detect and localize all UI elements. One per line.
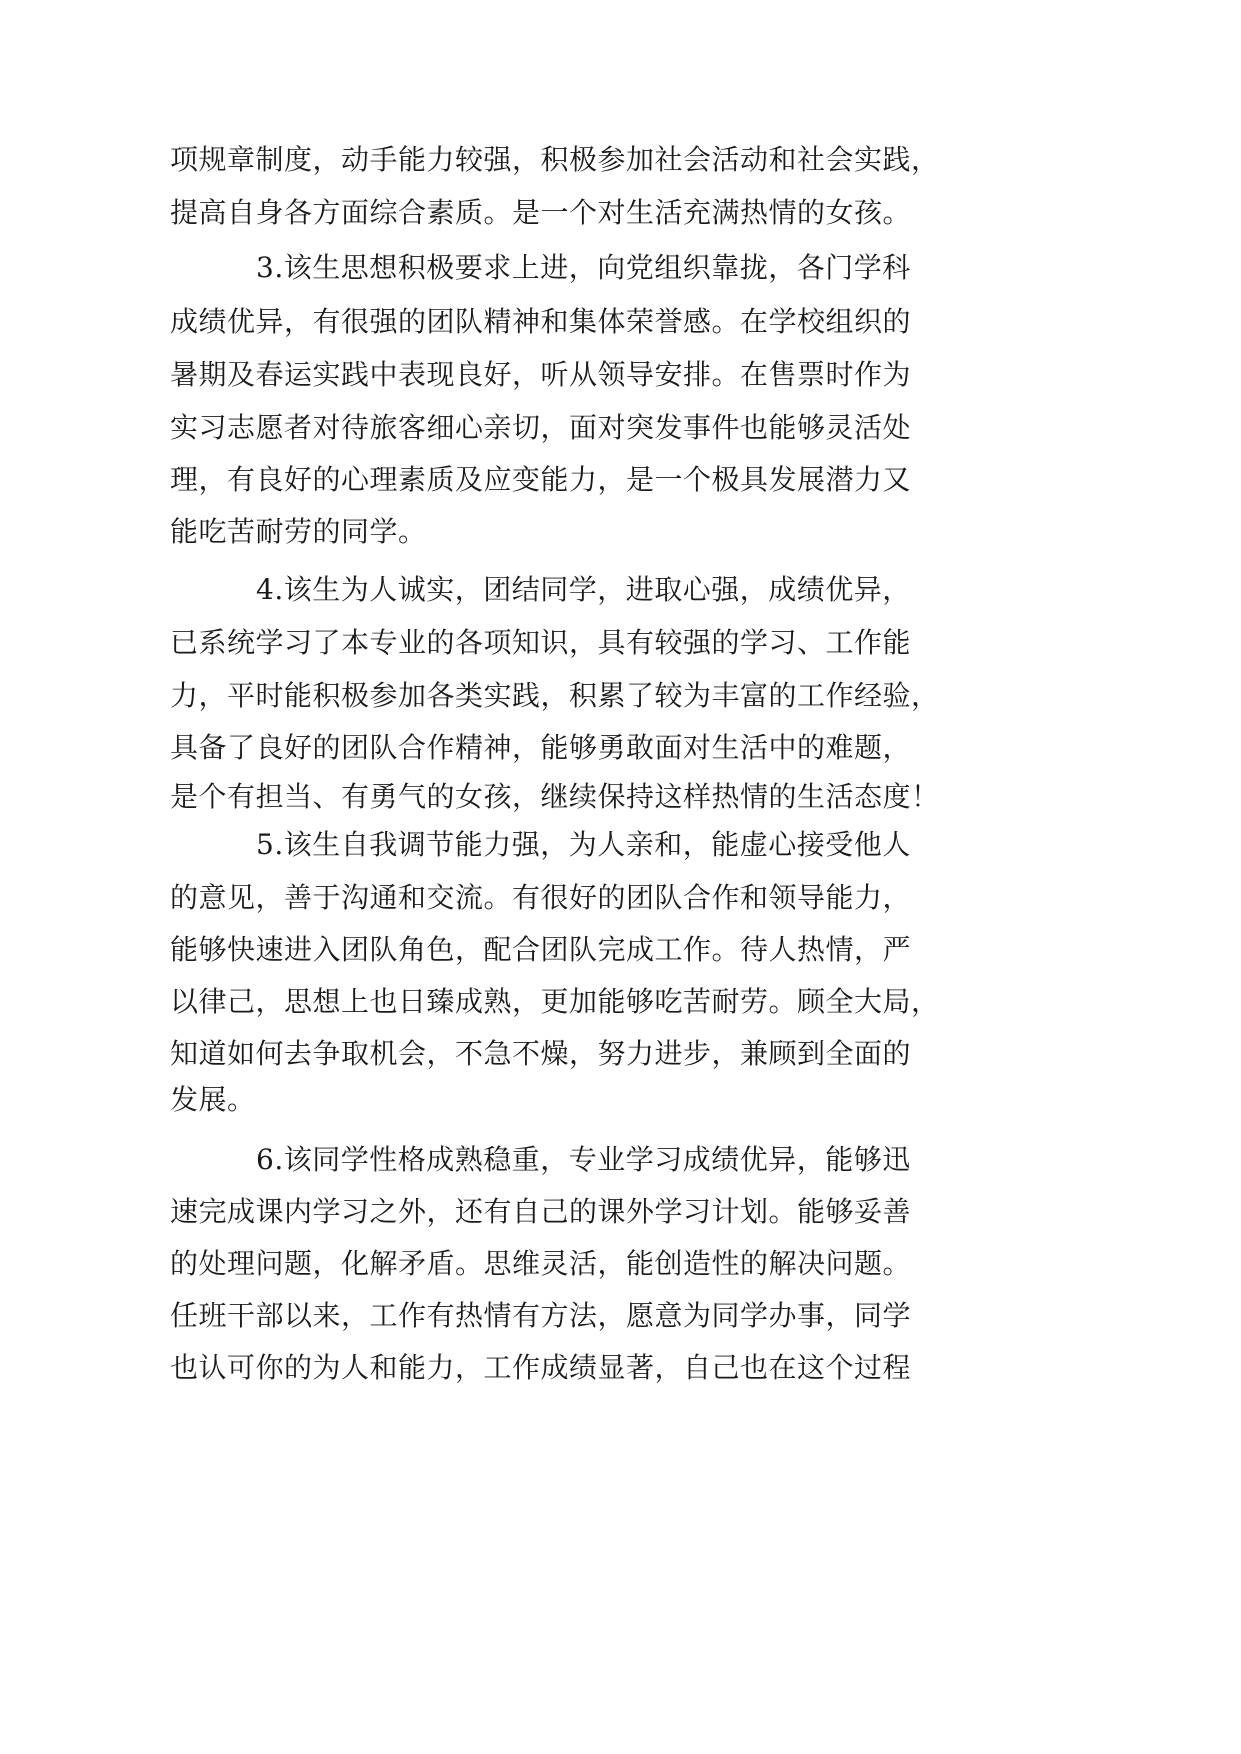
text-line: 项规章制度，动手能力较强，积极参加社会活动和社会实践， (170, 143, 940, 176)
text-line: 是个有担当、有勇气的女孩，继续保持这样热情的生活态度！ (170, 780, 940, 813)
text-line: 6.该同学性格成熟稳重，专业学习成绩优异，能够迅 (256, 1143, 911, 1176)
text-line: 3.该生思想积极要求上进，向党组织靠拢，各门学科 (256, 251, 911, 284)
text-line: 4.该生为人诚实，团结同学，进取心强，成绩优异， (256, 573, 911, 606)
text-line: 成绩优异，有很强的团队精神和集体荣誉感。在学校组织的 (170, 305, 912, 338)
text-line: 的处理问题，化解矛盾。思维灵活，能创造性的解决问题。 (170, 1247, 912, 1280)
text-line: 能够快速进入团队角色，配合团队完成工作。待人热情，严 (170, 933, 912, 966)
text-line: 已系统学习了本专业的各项知识，具有较强的学习、工作能 (170, 626, 912, 659)
text-line: 理，有良好的心理素质及应变能力，是一个极具发展潜力又 (170, 463, 912, 496)
text-line: 5.该生自我调节能力强，为人亲和，能虚心接受他人 (256, 828, 911, 861)
text-line: 发展。 (170, 1083, 256, 1116)
text-line: 暑期及春运实践中表现良好，听从领导安排。在售票时作为 (170, 358, 912, 391)
text-line: 具备了良好的团队合作精神，能够勇敢面对生活中的难题， (170, 731, 912, 764)
text-line: 任班干部以来，工作有热情有方法，愿意为同学办事，同学 (170, 1299, 912, 1332)
text-line: 的意见，善于沟通和交流。有很好的团队合作和领导能力， (170, 881, 912, 914)
text-line: 以律己，思想上也日臻成熟，更加能够吃苦耐劳。顾全大局， (170, 985, 940, 1018)
text-line: 实习志愿者对待旅客细心亲切，面对突发事件也能够灵活处 (170, 411, 912, 444)
text-line: 也认可你的为人和能力，工作成绩显著，自己也在这个过程 (170, 1351, 912, 1384)
text-line: 速完成课内学习之外，还有自己的课外学习计划。能够妥善 (170, 1195, 912, 1228)
text-line: 知道如何去争取机会，不急不燥，努力进步，兼顾到全面的 (170, 1037, 912, 1070)
text-line: 能吃苦耐劳的同学。 (170, 515, 427, 548)
text-line: 力，平时能积极参加各类实践，积累了较为丰富的工作经验， (170, 679, 940, 712)
text-line: 提高自身各方面综合素质。是一个对生活充满热情的女孩。 (170, 196, 912, 229)
